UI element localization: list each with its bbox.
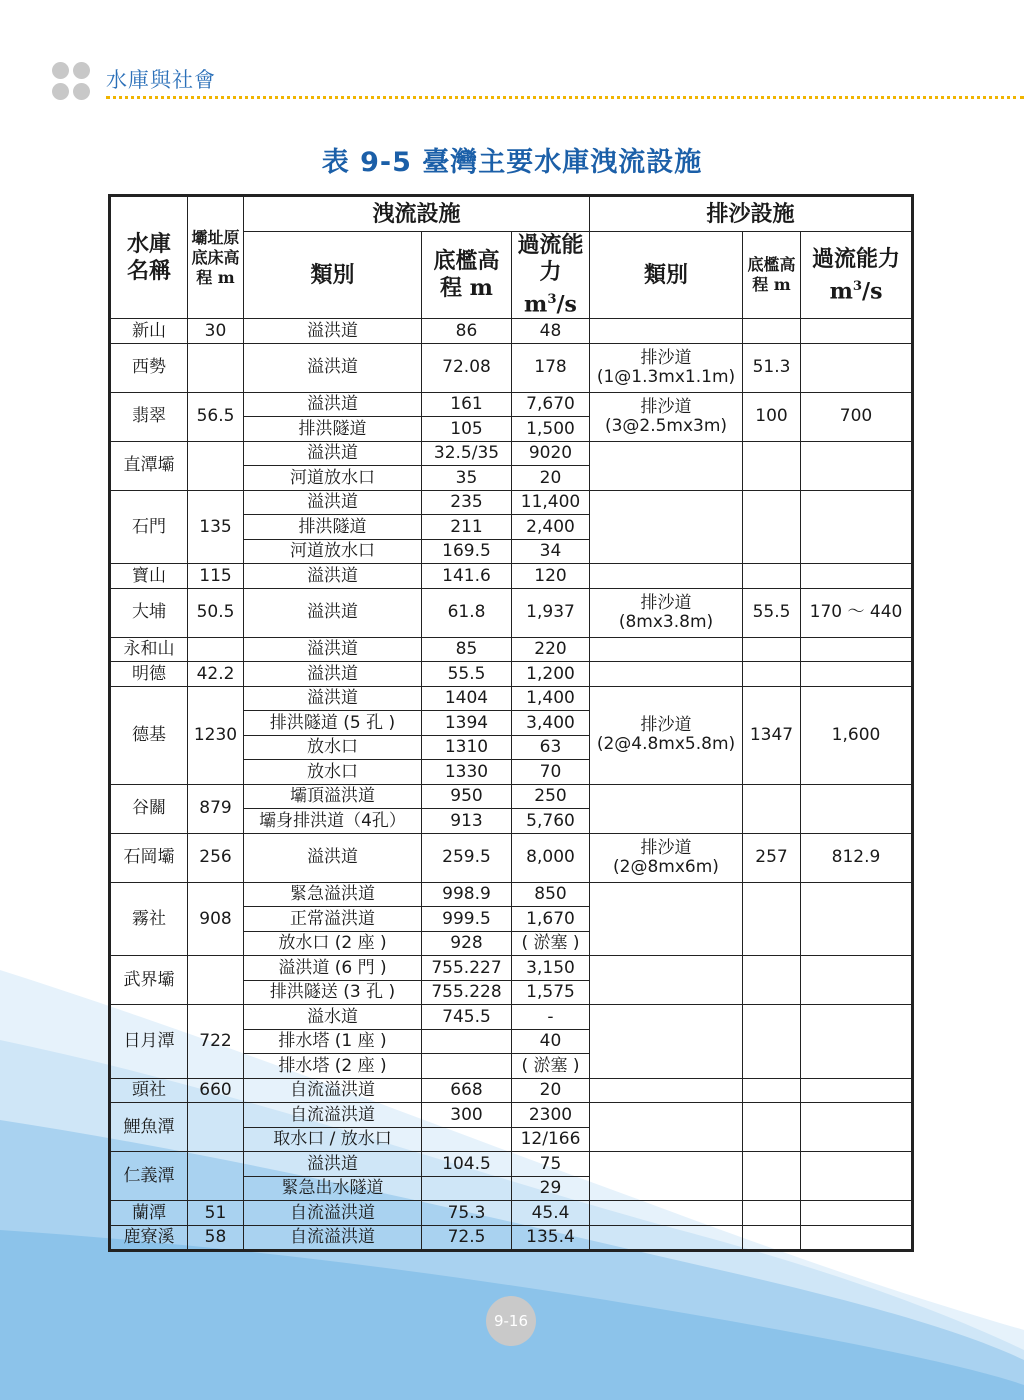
- spill-capacity-cell: 63: [512, 735, 590, 760]
- dam-base-elevation-cell: 51: [188, 1201, 244, 1226]
- dam-base-elevation-cell: 879: [188, 784, 244, 833]
- page-header: [52, 62, 1024, 102]
- spill-type-cell: 河道放水口: [244, 466, 422, 491]
- spill-type-cell: 溢洪道: [244, 343, 422, 392]
- sluice-type-cell: 排沙道 (1@1.3mx1.1m): [590, 343, 743, 392]
- spill-sill-cell: 668: [422, 1078, 512, 1103]
- sluice-capacity-label: 過流能力 m: [812, 245, 901, 304]
- header-spill-sill: 底檻高程 m: [422, 232, 512, 319]
- reservoir-name-cell: 翡翠: [110, 392, 188, 441]
- sluice-type-cell: [590, 637, 743, 662]
- spill-capacity-cell: 850: [512, 882, 590, 907]
- table-row: [110, 490, 913, 515]
- spill-capacity-cell: 8,000: [512, 833, 590, 882]
- table-row: [110, 441, 913, 466]
- dam-base-elevation-cell: 1230: [188, 686, 244, 784]
- spill-capacity-cell: 5,760: [512, 809, 590, 834]
- dam-base-elevation-cell: [188, 441, 244, 490]
- table-body: [110, 319, 913, 1251]
- sluice-type-cell: [590, 1078, 743, 1103]
- spill-sill-cell: [422, 1127, 512, 1152]
- reservoir-name-cell: 霧社: [110, 882, 188, 956]
- dam-base-elevation-cell: [188, 637, 244, 662]
- reservoir-name-cell: 西勢: [110, 343, 188, 392]
- header-dots-icon: [52, 62, 92, 102]
- spill-capacity-cell: 120: [512, 564, 590, 589]
- sluice-sill-cell: [743, 662, 801, 687]
- spill-type-cell: 排洪隧送 (3 孔 ): [244, 980, 422, 1005]
- table-row: [110, 319, 913, 344]
- spill-sill-cell: 211: [422, 515, 512, 540]
- sluice-sill-cell: [743, 956, 801, 1005]
- dam-base-elevation-cell: 256: [188, 833, 244, 882]
- spill-type-cell: 緊急出水隧道: [244, 1176, 422, 1201]
- spill-capacity-cell: 12/166: [512, 1127, 590, 1152]
- sluice-capacity-cell: [801, 1201, 913, 1226]
- sluice-capacity-cell: [801, 956, 913, 1005]
- dam-base-elevation-cell: 50.5: [188, 588, 244, 637]
- dam-base-elevation-cell: [188, 956, 244, 1005]
- spill-type-cell: 溢洪道 (6 門 ): [244, 956, 422, 981]
- sluice-type-cell: 排沙道 (3@2.5mx3m): [590, 392, 743, 441]
- header-dam-base-elevation: 壩址原底床高程 m: [188, 196, 244, 319]
- spill-type-cell: 溢洪道: [244, 662, 422, 687]
- sluice-sill-cell: [743, 1201, 801, 1226]
- reservoir-name-cell: 武界壩: [110, 956, 188, 1005]
- spill-type-cell: 溢洪道: [244, 490, 422, 515]
- spill-sill-cell: 104.5: [422, 1152, 512, 1177]
- sluice-capacity-cell: [801, 1225, 913, 1251]
- reservoir-name-cell: 石岡壩: [110, 833, 188, 882]
- table-row: [110, 588, 913, 637]
- spill-capacity-cell: 34: [512, 539, 590, 564]
- spill-capacity-cell: 7,670: [512, 392, 590, 417]
- spill-sill-cell: [422, 1176, 512, 1201]
- spill-capacity-cell: 9020: [512, 441, 590, 466]
- reservoir-name-cell: 石門: [110, 490, 188, 564]
- sluice-type-cell: [590, 784, 743, 833]
- spill-capacity-cell: 48: [512, 319, 590, 344]
- sluice-type-cell: [590, 1152, 743, 1201]
- spill-capacity-cell: 45.4: [512, 1201, 590, 1226]
- sluice-type-cell: [590, 564, 743, 589]
- spill-type-cell: 自流溢洪道: [244, 1103, 422, 1128]
- spill-sill-cell: 235: [422, 490, 512, 515]
- reservoir-name-cell: 大埔: [110, 588, 188, 637]
- spill-capacity-cell: ( 淤塞 ): [512, 1054, 590, 1079]
- reservoir-name-cell: 直潭壩: [110, 441, 188, 490]
- spill-sill-cell: 1394: [422, 711, 512, 736]
- spill-capacity-cell: 1,937: [512, 588, 590, 637]
- header-reservoir-name: 水庫名稱: [110, 196, 188, 319]
- sluice-capacity-cell: [801, 343, 913, 392]
- dam-base-elevation-cell: 42.2: [188, 662, 244, 687]
- spill-sill-cell: 169.5: [422, 539, 512, 564]
- table-row: [110, 1201, 913, 1226]
- sluice-sill-cell: 55.5: [743, 588, 801, 637]
- spill-sill-cell: 950: [422, 784, 512, 809]
- sluice-capacity-cell: 170 ～ 440: [801, 588, 913, 637]
- sluice-sill-cell: 1347: [743, 686, 801, 784]
- sluice-sill-cell: [743, 1152, 801, 1201]
- spill-sill-cell: 1310: [422, 735, 512, 760]
- spill-capacity-cell: -: [512, 1005, 590, 1030]
- reservoir-name-cell: 鹿寮溪: [110, 1225, 188, 1251]
- spill-sill-cell: 55.5: [422, 662, 512, 687]
- spill-sill-cell: [422, 1054, 512, 1079]
- spill-type-cell: 溢水道: [244, 1005, 422, 1030]
- header-sluice-type: 類別: [590, 232, 743, 319]
- sluice-capacity-cell: [801, 490, 913, 564]
- sluice-sill-cell: [743, 1078, 801, 1103]
- spill-capacity-cell: 2300: [512, 1103, 590, 1128]
- spill-type-cell: 取水口 / 放水口: [244, 1127, 422, 1152]
- spill-sill-cell: 259.5: [422, 833, 512, 882]
- spill-type-cell: 放水口 (2 座 ): [244, 931, 422, 956]
- reservoir-name-cell: 鯉魚潭: [110, 1103, 188, 1152]
- sluice-type-cell: 排沙道 (8mx3.8m): [590, 588, 743, 637]
- header-sluice-facilities: 排沙設施: [590, 196, 913, 232]
- sluice-type-cell: [590, 1225, 743, 1251]
- sluice-type-cell: [590, 1103, 743, 1152]
- sluice-sill-cell: [743, 1005, 801, 1079]
- spill-type-cell: 排水塔 (1 座 ): [244, 1029, 422, 1054]
- sluice-type-cell: [590, 441, 743, 490]
- spill-capacity-cell: ( 淤塞 ): [512, 931, 590, 956]
- sluice-type-cell: [590, 956, 743, 1005]
- table-row: [110, 392, 913, 417]
- sluice-capacity-cell: 812.9: [801, 833, 913, 882]
- sluice-type-cell: 排沙道 (2@8mx6m): [590, 833, 743, 882]
- sluice-sill-cell: [743, 319, 801, 344]
- sluice-sill-cell: [743, 564, 801, 589]
- page-number-badge: 9-16: [486, 1296, 536, 1346]
- spill-capacity-cell: 1,575: [512, 980, 590, 1005]
- table-row: [110, 784, 913, 809]
- sluice-sill-cell: [743, 1225, 801, 1251]
- header-spill-facilities: 洩流設施: [244, 196, 590, 232]
- spill-capacity-tail: /s: [556, 291, 577, 318]
- spill-type-cell: 壩頂溢洪道: [244, 784, 422, 809]
- spill-capacity-cell: 1,200: [512, 662, 590, 687]
- spill-type-cell: 溢洪道: [244, 392, 422, 417]
- table-row: [110, 833, 913, 882]
- reservoir-table-wrapper: [108, 194, 914, 1252]
- sluice-sill-cell: [743, 490, 801, 564]
- sluice-sill-cell: 100: [743, 392, 801, 441]
- sluice-sill-cell: [743, 441, 801, 490]
- spill-sill-cell: 61.8: [422, 588, 512, 637]
- sluice-capacity-cell: 1,600: [801, 686, 913, 784]
- spill-capacity-cell: 40: [512, 1029, 590, 1054]
- spill-sill-cell: 35: [422, 466, 512, 491]
- spill-type-cell: 溢洪道: [244, 637, 422, 662]
- sluice-capacity-cell: 700: [801, 392, 913, 441]
- spill-capacity-cell: 3,150: [512, 956, 590, 981]
- table-row: [110, 1078, 913, 1103]
- spill-capacity-cell: 1,500: [512, 417, 590, 442]
- sluice-capacity-cell: [801, 882, 913, 956]
- spill-sill-cell: 755.228: [422, 980, 512, 1005]
- sluice-type-cell: [590, 662, 743, 687]
- table-row: [110, 1103, 913, 1128]
- spill-sill-cell: 72.08: [422, 343, 512, 392]
- sluice-sill-cell: [743, 637, 801, 662]
- header-title: 水庫與社會: [106, 68, 216, 92]
- sluice-capacity-cell: [801, 1078, 913, 1103]
- table-row: [110, 343, 913, 392]
- spill-type-cell: 正常溢洪道: [244, 907, 422, 932]
- spill-sill-cell: 161: [422, 392, 512, 417]
- sluice-capacity-cell: [801, 1152, 913, 1201]
- spill-capacity-sup: 3: [547, 292, 557, 307]
- sluice-sill-cell: 51.3: [743, 343, 801, 392]
- reservoir-name-cell: 仁義潭: [110, 1152, 188, 1201]
- spill-capacity-cell: 1,400: [512, 686, 590, 711]
- spill-capacity-cell: 250: [512, 784, 590, 809]
- reservoir-name-cell: 日月潭: [110, 1005, 188, 1079]
- spill-type-cell: 自流溢洪道: [244, 1201, 422, 1226]
- sluice-capacity-cell: [801, 319, 913, 344]
- spill-type-cell: 溢洪道: [244, 1152, 422, 1177]
- reservoir-name-cell: 谷關: [110, 784, 188, 833]
- dam-base-elevation-cell: 30: [188, 319, 244, 344]
- reservoir-name-cell: 永和山: [110, 637, 188, 662]
- sluice-sill-cell: [743, 882, 801, 956]
- spill-capacity-cell: 1,670: [512, 907, 590, 932]
- spill-sill-cell: 928: [422, 931, 512, 956]
- spill-type-cell: 自流溢洪道: [244, 1225, 422, 1251]
- spill-sill-cell: 1404: [422, 686, 512, 711]
- table-row: [110, 686, 913, 711]
- spill-capacity-cell: 3,400: [512, 711, 590, 736]
- sluice-capacity-sup: 3: [852, 278, 863, 294]
- table-row: [110, 882, 913, 907]
- sluice-sill-cell: [743, 1103, 801, 1152]
- table-title: 表 9-5 臺灣主要水庫洩流設施: [321, 147, 703, 178]
- sluice-capacity-cell: [801, 784, 913, 833]
- spill-type-cell: 壩身排洪道（4孔）: [244, 809, 422, 834]
- header-sluice-sill: 底檻高程 m: [743, 232, 801, 319]
- dam-base-elevation-cell: [188, 1152, 244, 1201]
- table-row: [110, 956, 913, 981]
- dam-base-elevation-cell: [188, 343, 244, 392]
- spill-type-cell: 河道放水口: [244, 539, 422, 564]
- spill-sill-cell: 75.3: [422, 1201, 512, 1226]
- spill-capacity-label: 過流能力 m: [517, 232, 584, 318]
- table-row: [110, 662, 913, 687]
- spill-sill-cell: 72.5: [422, 1225, 512, 1251]
- spill-sill-cell: 141.6: [422, 564, 512, 589]
- spill-capacity-cell: 20: [512, 1078, 590, 1103]
- spill-type-cell: 排洪隧道: [244, 417, 422, 442]
- spill-sill-cell: 998.9: [422, 882, 512, 907]
- spill-capacity-cell: 220: [512, 637, 590, 662]
- spill-sill-cell: [422, 1029, 512, 1054]
- sluice-type-cell: [590, 319, 743, 344]
- dam-base-elevation-cell: 722: [188, 1005, 244, 1079]
- reservoir-name-cell: 寶山: [110, 564, 188, 589]
- spill-type-cell: 排洪隧道 (5 孔 ): [244, 711, 422, 736]
- spill-type-cell: 溢洪道: [244, 441, 422, 466]
- spill-sill-cell: 105: [422, 417, 512, 442]
- spill-type-cell: 排水塔 (2 座 ): [244, 1054, 422, 1079]
- reservoir-name-cell: 頭社: [110, 1078, 188, 1103]
- spill-sill-cell: 300: [422, 1103, 512, 1128]
- sluice-type-cell: [590, 1005, 743, 1079]
- table-row: [110, 637, 913, 662]
- dam-base-elevation-cell: 660: [188, 1078, 244, 1103]
- sluice-capacity-cell: [801, 662, 913, 687]
- spill-sill-cell: 745.5: [422, 1005, 512, 1030]
- table-row: [110, 1005, 913, 1030]
- dam-base-elevation-cell: 56.5: [188, 392, 244, 441]
- dam-base-elevation-cell: 58: [188, 1225, 244, 1251]
- spill-type-cell: 自流溢洪道: [244, 1078, 422, 1103]
- spill-capacity-cell: 2,400: [512, 515, 590, 540]
- spill-type-cell: 放水口: [244, 735, 422, 760]
- table-row: [110, 1225, 913, 1251]
- spill-type-cell: 排洪隧道: [244, 515, 422, 540]
- spill-capacity-cell: 11,400: [512, 490, 590, 515]
- spill-capacity-cell: 20: [512, 466, 590, 491]
- sluice-sill-cell: 257: [743, 833, 801, 882]
- table-row: [110, 1152, 913, 1177]
- reservoir-name-cell: 蘭潭: [110, 1201, 188, 1226]
- spill-type-cell: 溢洪道: [244, 319, 422, 344]
- sluice-capacity-tail: /s: [862, 277, 883, 304]
- sluice-type-cell: [590, 882, 743, 956]
- sluice-type-cell: [590, 490, 743, 564]
- sluice-sill-cell: [743, 784, 801, 833]
- spill-type-cell: 緊急溢洪道: [244, 882, 422, 907]
- sluice-capacity-cell: [801, 637, 913, 662]
- spill-type-cell: 溢洪道: [244, 564, 422, 589]
- spill-capacity-cell: 75: [512, 1152, 590, 1177]
- sluice-capacity-cell: [801, 1005, 913, 1079]
- spill-capacity-cell: 135.4: [512, 1225, 590, 1251]
- dam-base-elevation-cell: [188, 1103, 244, 1152]
- spill-type-cell: 放水口: [244, 760, 422, 785]
- dam-base-elevation-cell: 135: [188, 490, 244, 564]
- spill-capacity-cell: 70: [512, 760, 590, 785]
- spill-sill-cell: 1330: [422, 760, 512, 785]
- spill-type-cell: 溢洪道: [244, 588, 422, 637]
- header-divider: [106, 96, 1024, 99]
- sluice-capacity-cell: [801, 564, 913, 589]
- spill-type-cell: 溢洪道: [244, 833, 422, 882]
- reservoir-name-cell: 新山: [110, 319, 188, 344]
- spill-sill-cell: 999.5: [422, 907, 512, 932]
- spill-sill-cell: 913: [422, 809, 512, 834]
- table-row: [110, 564, 913, 589]
- reservoir-spill-table: [108, 194, 914, 1252]
- spill-capacity-cell: 29: [512, 1176, 590, 1201]
- header-sluice-capacity: [801, 232, 913, 319]
- sluice-capacity-cell: [801, 441, 913, 490]
- header-spill-capacity: [512, 232, 590, 319]
- reservoir-name-cell: 明德: [110, 662, 188, 687]
- spill-sill-cell: 86: [422, 319, 512, 344]
- spill-sill-cell: 755.227: [422, 956, 512, 981]
- dam-base-elevation-cell: 908: [188, 882, 244, 956]
- sluice-type-cell: 排沙道 (2@4.8mx5.8m): [590, 686, 743, 784]
- header-spill-type: 類別: [244, 232, 422, 319]
- reservoir-name-cell: 德基: [110, 686, 188, 784]
- dam-base-elevation-cell: 115: [188, 564, 244, 589]
- spill-capacity-cell: 178: [512, 343, 590, 392]
- sluice-capacity-cell: [801, 1103, 913, 1152]
- sluice-type-cell: [590, 1201, 743, 1226]
- spill-sill-cell: 32.5/35: [422, 441, 512, 466]
- spill-sill-cell: 85: [422, 637, 512, 662]
- spill-type-cell: 溢洪道: [244, 686, 422, 711]
